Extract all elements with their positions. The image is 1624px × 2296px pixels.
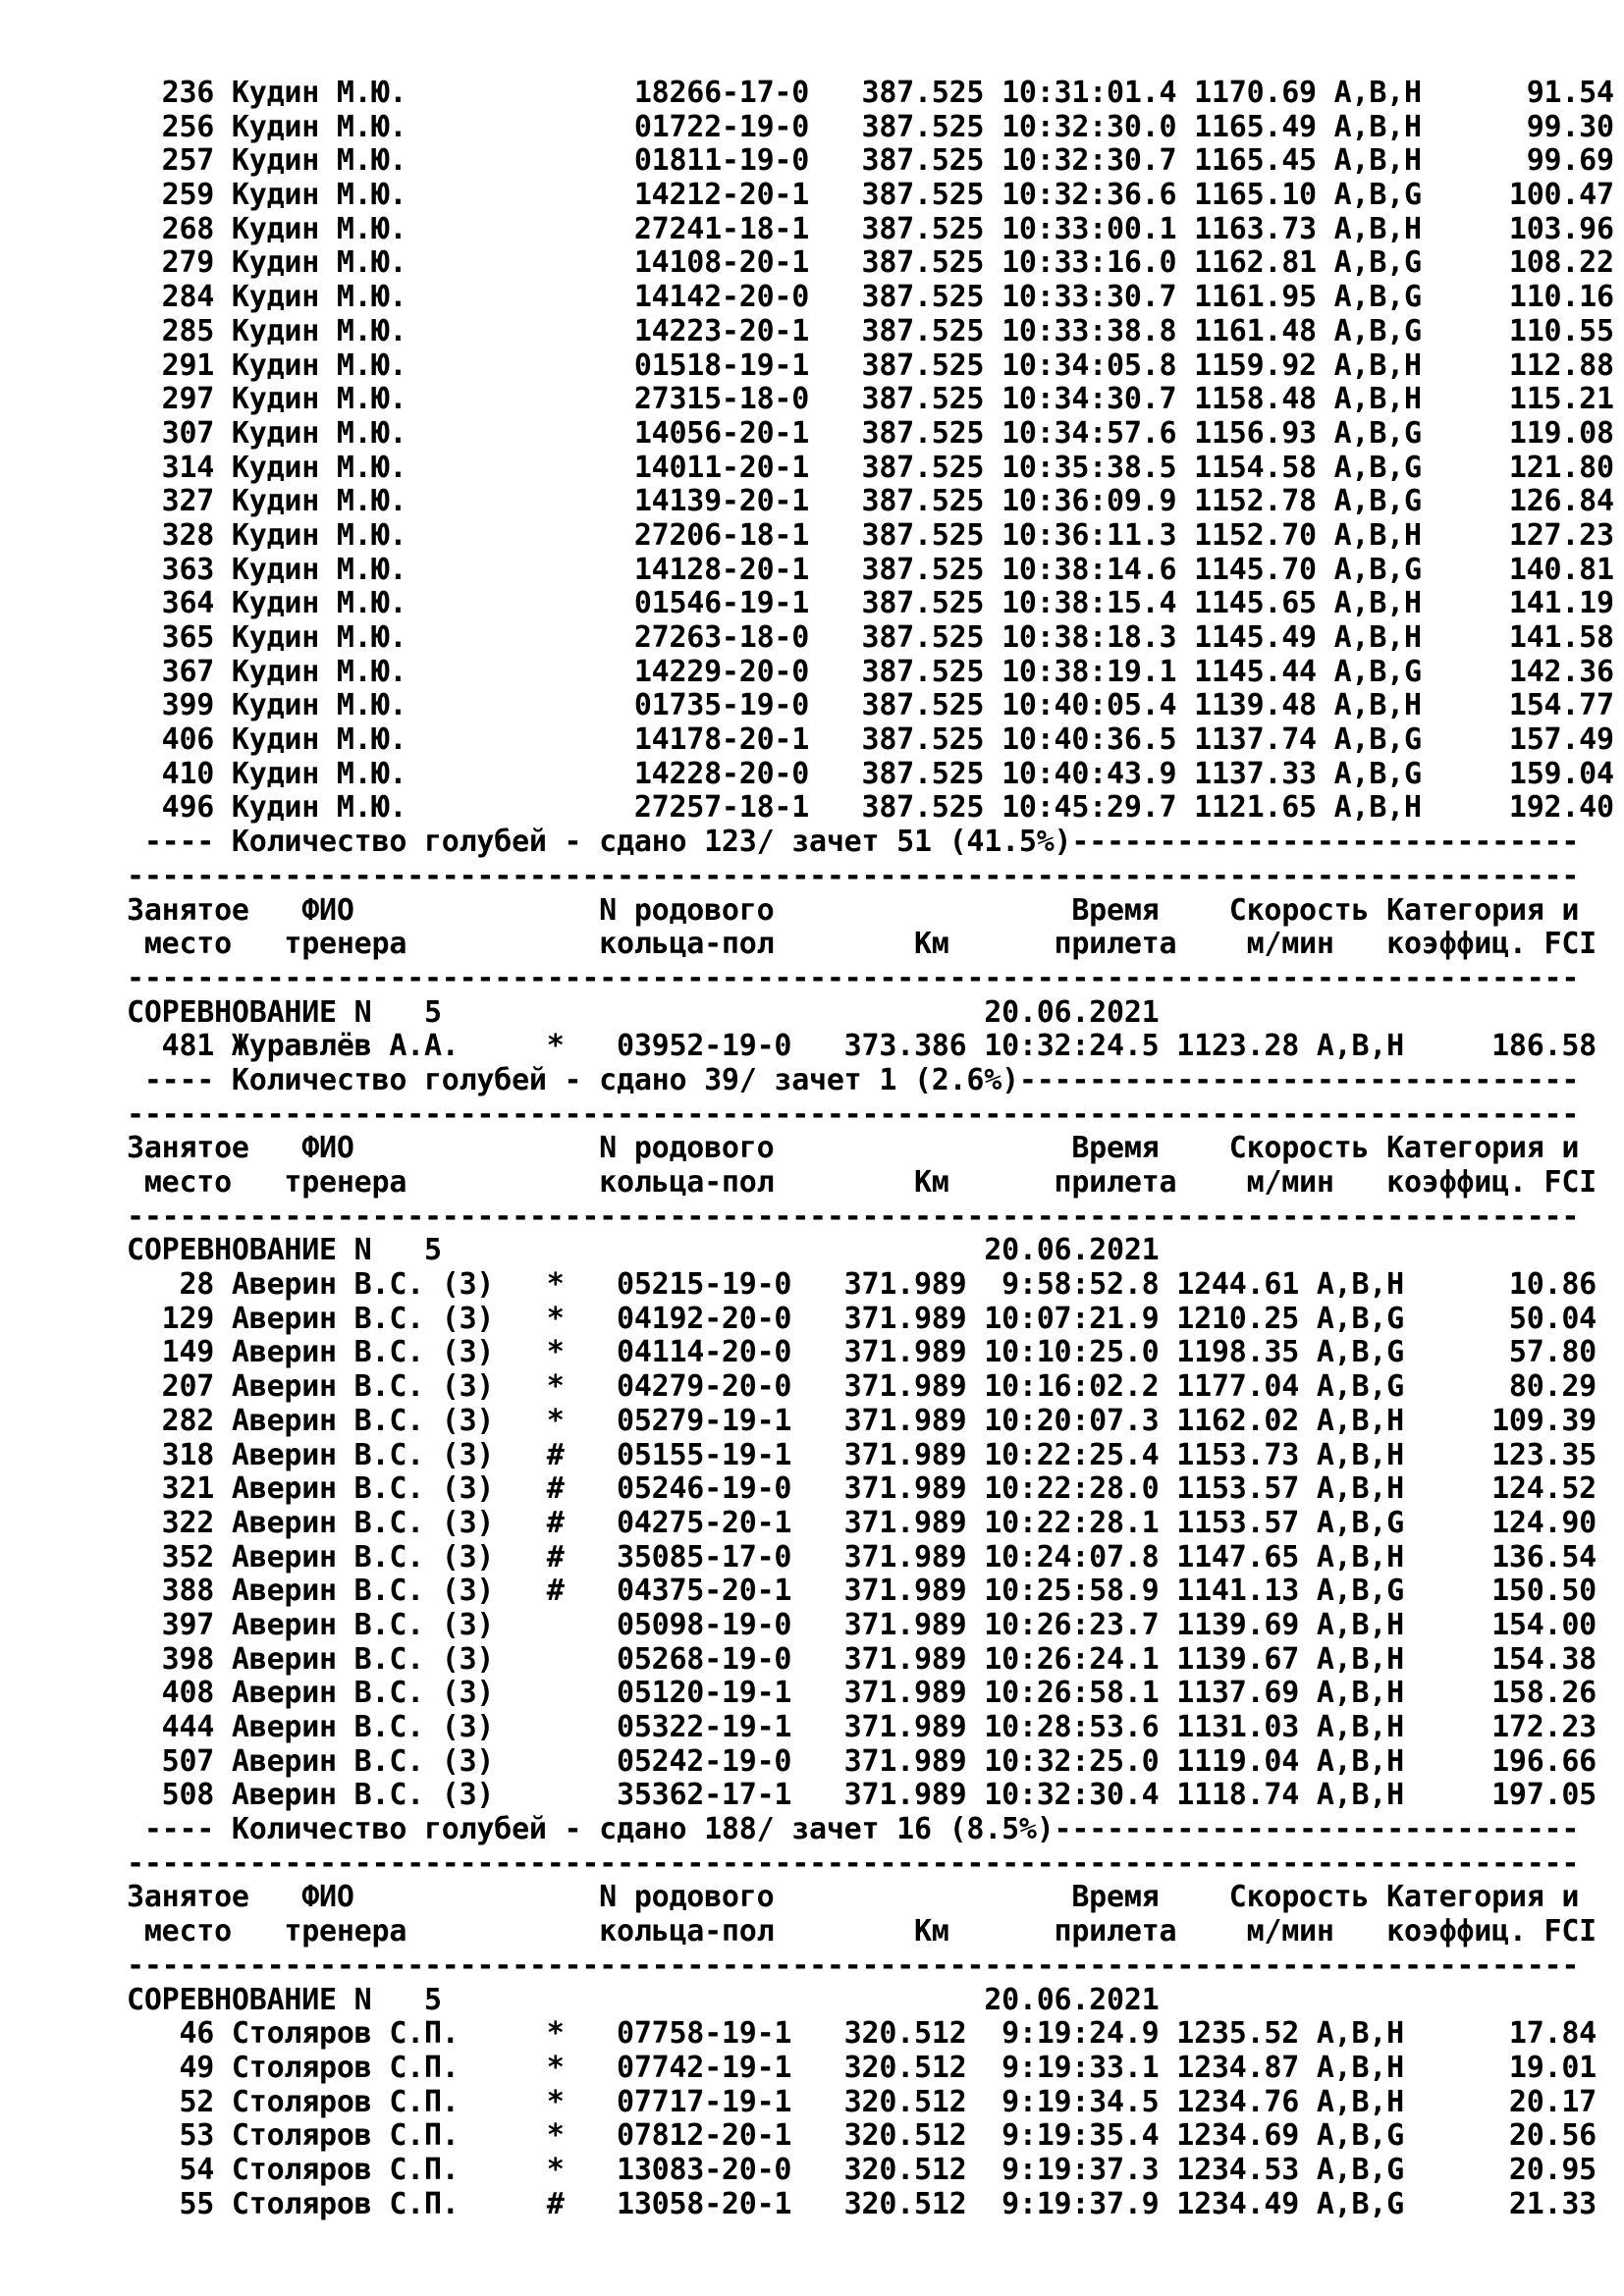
result-row: 327 Кудин М.Ю. 14139-20-1 387.525 10:36:09.9 1152.78 A,B,G 126.84 bbox=[127, 484, 1614, 519]
result-row: 314 Кудин М.Ю. 14011-20-1 387.525 10:35:38.5 1154.58 A,B,G 121.80 bbox=[127, 450, 1614, 485]
result-row: 257 Кудин М.Ю. 01811-19-0 387.525 10:32:30.7 1165.45 A,B,H 99.69 bbox=[127, 143, 1614, 179]
result-row: 259 Кудин М.Ю. 14212-20-1 387.525 10:32:36.6 1165.10 A,B,G 100.47 bbox=[127, 178, 1614, 213]
result-row: 507 Аверин В.С. (З) 05242-19-0 371.989 10:32:25.0 1119.04 A,B,H 196.66 bbox=[127, 1743, 1597, 1779]
result-row: 496 Кудин М.Ю. 27257-18-1 387.525 10:45:29.7 1121.65 A,B,H 192.40 bbox=[127, 790, 1614, 826]
column-header: Занятое ФИО N родового Время Скорость Категория и bbox=[127, 892, 1580, 928]
result-row: 388 Аверин В.С. (З) # 04375-20-1 371.989 10:25:58.9 1141.13 A,B,G 150.50 bbox=[127, 1574, 1597, 1609]
result-row: 28 Аверин В.С. (З) * 05215-19-0 371.989 9:58:52.8 1244.61 A,B,H 10.86 bbox=[127, 1267, 1597, 1303]
separator-line: ----------------------------------------------------------------------------------- bbox=[127, 1199, 1580, 1234]
result-row: 149 Аверин В.С. (З) * 04114-20-0 371.989 10:10:25.0 1198.35 A,B,G 57.80 bbox=[127, 1335, 1597, 1370]
result-row: 52 Столяров С.П. * 07717-19-1 320.512 9:19:34.5 1234.76 A,B,H 20.17 bbox=[127, 2084, 1597, 2119]
summary-line: ---- Количество голубей - сдано 123/ зачет 51 (41.5%)----------------------------- bbox=[127, 825, 1580, 860]
result-row: 282 Аверин В.С. (З) * 05279-19-1 371.989 10:20:07.3 1162.02 A,B,H 109.39 bbox=[127, 1403, 1597, 1438]
result-row: 397 Аверин В.С. (З) 05098-19-0 371.989 10:26:23.7 1139.69 A,B,H 154.00 bbox=[127, 1607, 1597, 1642]
result-row: 307 Кудин М.Ю. 14056-20-1 387.525 10:34:57.6 1156.93 A,B,G 119.08 bbox=[127, 415, 1614, 451]
result-row: 207 Аверин В.С. (З) * 04279-20-0 371.989 10:16:02.2 1177.04 A,B,G 80.29 bbox=[127, 1369, 1597, 1405]
result-row: 399 Кудин М.Ю. 01735-19-0 387.525 10:40:05.4 1139.48 A,B,H 154.77 bbox=[127, 688, 1614, 723]
summary-line: ---- Количество голубей - сдано 188/ зачет 16 (8.5%)------------------------------ bbox=[127, 1812, 1580, 1847]
result-row: 481 Журавлёв А.А. * 03952-19-0 373.386 10:32:24.5 1123.28 A,B,H 186.58 bbox=[127, 1029, 1597, 1064]
column-header: Занятое ФИО N родового Время Скорость Категория и bbox=[127, 1131, 1580, 1166]
competition-header: СОРЕВНОВАНИЕ N 5 20.06.2021 bbox=[127, 1982, 1160, 2017]
column-header: Занятое ФИО N родового Время Скорость Категория и bbox=[127, 1880, 1580, 1915]
result-row: 444 Аверин В.С. (З) 05322-19-1 371.989 10:28:53.6 1131.03 A,B,H 172.23 bbox=[127, 1710, 1597, 1744]
result-row: 268 Кудин М.Ю. 27241-18-1 387.525 10:33:00.1 1163.73 A,B,H 103.96 bbox=[127, 211, 1614, 246]
result-row: 129 Аверин В.С. (З) * 04192-20-0 371.989 10:07:21.9 1210.25 A,B,G 50.04 bbox=[127, 1301, 1597, 1336]
result-row: 46 Столяров С.П. * 07758-19-1 320.512 9:19:24.9 1235.52 A,B,H 17.84 bbox=[127, 2016, 1597, 2052]
column-header: место тренера кольца-пол Км прилета м/мин коэффиц. FCI bbox=[127, 927, 1597, 962]
result-row: 318 Аверин В.С. (З) # 05155-19-1 371.989 10:22:25.4 1153.73 A,B,H 123.35 bbox=[127, 1437, 1597, 1472]
result-row: 364 Кудин М.Ю. 01546-19-1 387.525 10:38:15.4 1145.65 A,B,H 141.19 bbox=[127, 586, 1614, 621]
result-row: 285 Кудин М.Ю. 14223-20-1 387.525 10:33:38.8 1161.48 A,B,G 110.55 bbox=[127, 313, 1614, 348]
result-row: 49 Столяров С.П. * 07742-19-1 320.512 9:19:33.1 1234.87 A,B,H 19.01 bbox=[127, 2050, 1597, 2085]
results-document bbox=[127, 77, 1614, 2221]
separator-line: ----------------------------------------------------------------------------------- bbox=[127, 960, 1580, 995]
column-header: место тренера кольца-пол Км прилета м/мин коэффиц. FCI bbox=[127, 1914, 1597, 1949]
column-header: место тренера кольца-пол Км прилета м/мин коэффиц. FCI bbox=[127, 1165, 1597, 1200]
summary-line: ---- Количество голубей - сдано 39/ зачет 1 (2.6%)-------------------------------- bbox=[127, 1062, 1580, 1097]
result-row: 398 Аверин В.С. (З) 05268-19-0 371.989 10:26:24.1 1139.67 A,B,H 154.38 bbox=[127, 1641, 1597, 1677]
separator-line: ----------------------------------------------------------------------------------- bbox=[127, 1096, 1580, 1132]
separator-line: ----------------------------------------------------------------------------------- bbox=[127, 1845, 1580, 1881]
result-row: 367 Кудин М.Ю. 14229-20-0 387.525 10:38:19.1 1145.44 A,B,G 142.36 bbox=[127, 654, 1614, 689]
result-row: 410 Кудин М.Ю. 14228-20-0 387.525 10:40:43.9 1137.33 A,B,G 159.04 bbox=[127, 756, 1614, 791]
result-row: 236 Кудин М.Ю. 18266-17-0 387.525 10:31:01.4 1170.69 A,B,H 91.54 bbox=[127, 76, 1614, 110]
result-row: 408 Аверин В.С. (З) 05120-19-1 371.989 10:26:58.1 1137.69 A,B,H 158.26 bbox=[127, 1676, 1597, 1711]
competition-header: СОРЕВНОВАНИЕ N 5 20.06.2021 bbox=[127, 994, 1160, 1030]
separator-line: ----------------------------------------------------------------------------------- bbox=[127, 1948, 1580, 1983]
result-row: 365 Кудин М.Ю. 27263-18-0 387.525 10:38:18.3 1145.49 A,B,H 141.58 bbox=[127, 620, 1614, 655]
result-row: 321 Аверин В.С. (З) # 05246-19-0 371.989 10:22:28.0 1153.57 A,B,H 124.52 bbox=[127, 1471, 1597, 1507]
result-row: 55 Столяров С.П. # 13058-20-1 320.512 9:19:37.9 1234.49 A,B,G 21.33 bbox=[127, 2186, 1597, 2221]
result-row: 279 Кудин М.Ю. 14108-20-1 387.525 10:33:16.0 1162.81 A,B,G 108.22 bbox=[127, 245, 1614, 281]
result-row: 53 Столяров С.П. * 07812-20-1 320.512 9:19:35.4 1234.69 A,B,G 20.56 bbox=[127, 2118, 1597, 2154]
result-row: 322 Аверин В.С. (З) # 04275-20-1 371.989 10:22:28.1 1153.57 A,B,G 124.90 bbox=[127, 1505, 1597, 1540]
result-row: 508 Аверин В.С. (З) 35362-17-1 371.989 10:32:30.4 1118.74 A,B,H 197.05 bbox=[127, 1778, 1597, 1813]
result-row: 297 Кудин М.Ю. 27315-18-0 387.525 10:34:30.7 1158.48 A,B,H 115.21 bbox=[127, 382, 1614, 417]
result-row: 352 Аверин В.С. (З) # 35085-17-0 371.989 10:24:07.8 1147.65 A,B,H 136.54 bbox=[127, 1539, 1597, 1575]
result-row: 54 Столяров С.П. * 13083-20-0 320.512 9:19:37.3 1234.53 A,B,G 20.95 bbox=[127, 2152, 1597, 2187]
result-row: 256 Кудин М.Ю. 01722-19-0 387.525 10:32:30.0 1165.49 A,B,H 99.30 bbox=[127, 109, 1614, 144]
result-row: 406 Кудин М.Ю. 14178-20-1 387.525 10:40:36.5 1137.74 A,B,G 157.49 bbox=[127, 722, 1614, 758]
separator-line: ----------------------------------------------------------------------------------- bbox=[127, 858, 1580, 893]
result-row: 363 Кудин М.Ю. 14128-20-1 387.525 10:38:14.6 1145.70 A,B,G 140.81 bbox=[127, 552, 1614, 587]
result-row: 328 Кудин М.Ю. 27206-18-1 387.525 10:36:11.3 1152.70 A,B,H 127.23 bbox=[127, 517, 1614, 553]
competition-header: СОРЕВНОВАНИЕ N 5 20.06.2021 bbox=[127, 1233, 1160, 1268]
result-row: 284 Кудин М.Ю. 14142-20-0 387.525 10:33:30.7 1161.95 A,B,G 110.16 bbox=[127, 280, 1614, 315]
result-row: 291 Кудин М.Ю. 01518-19-1 387.525 10:34:05.8 1159.92 A,B,H 112.88 bbox=[127, 347, 1614, 383]
